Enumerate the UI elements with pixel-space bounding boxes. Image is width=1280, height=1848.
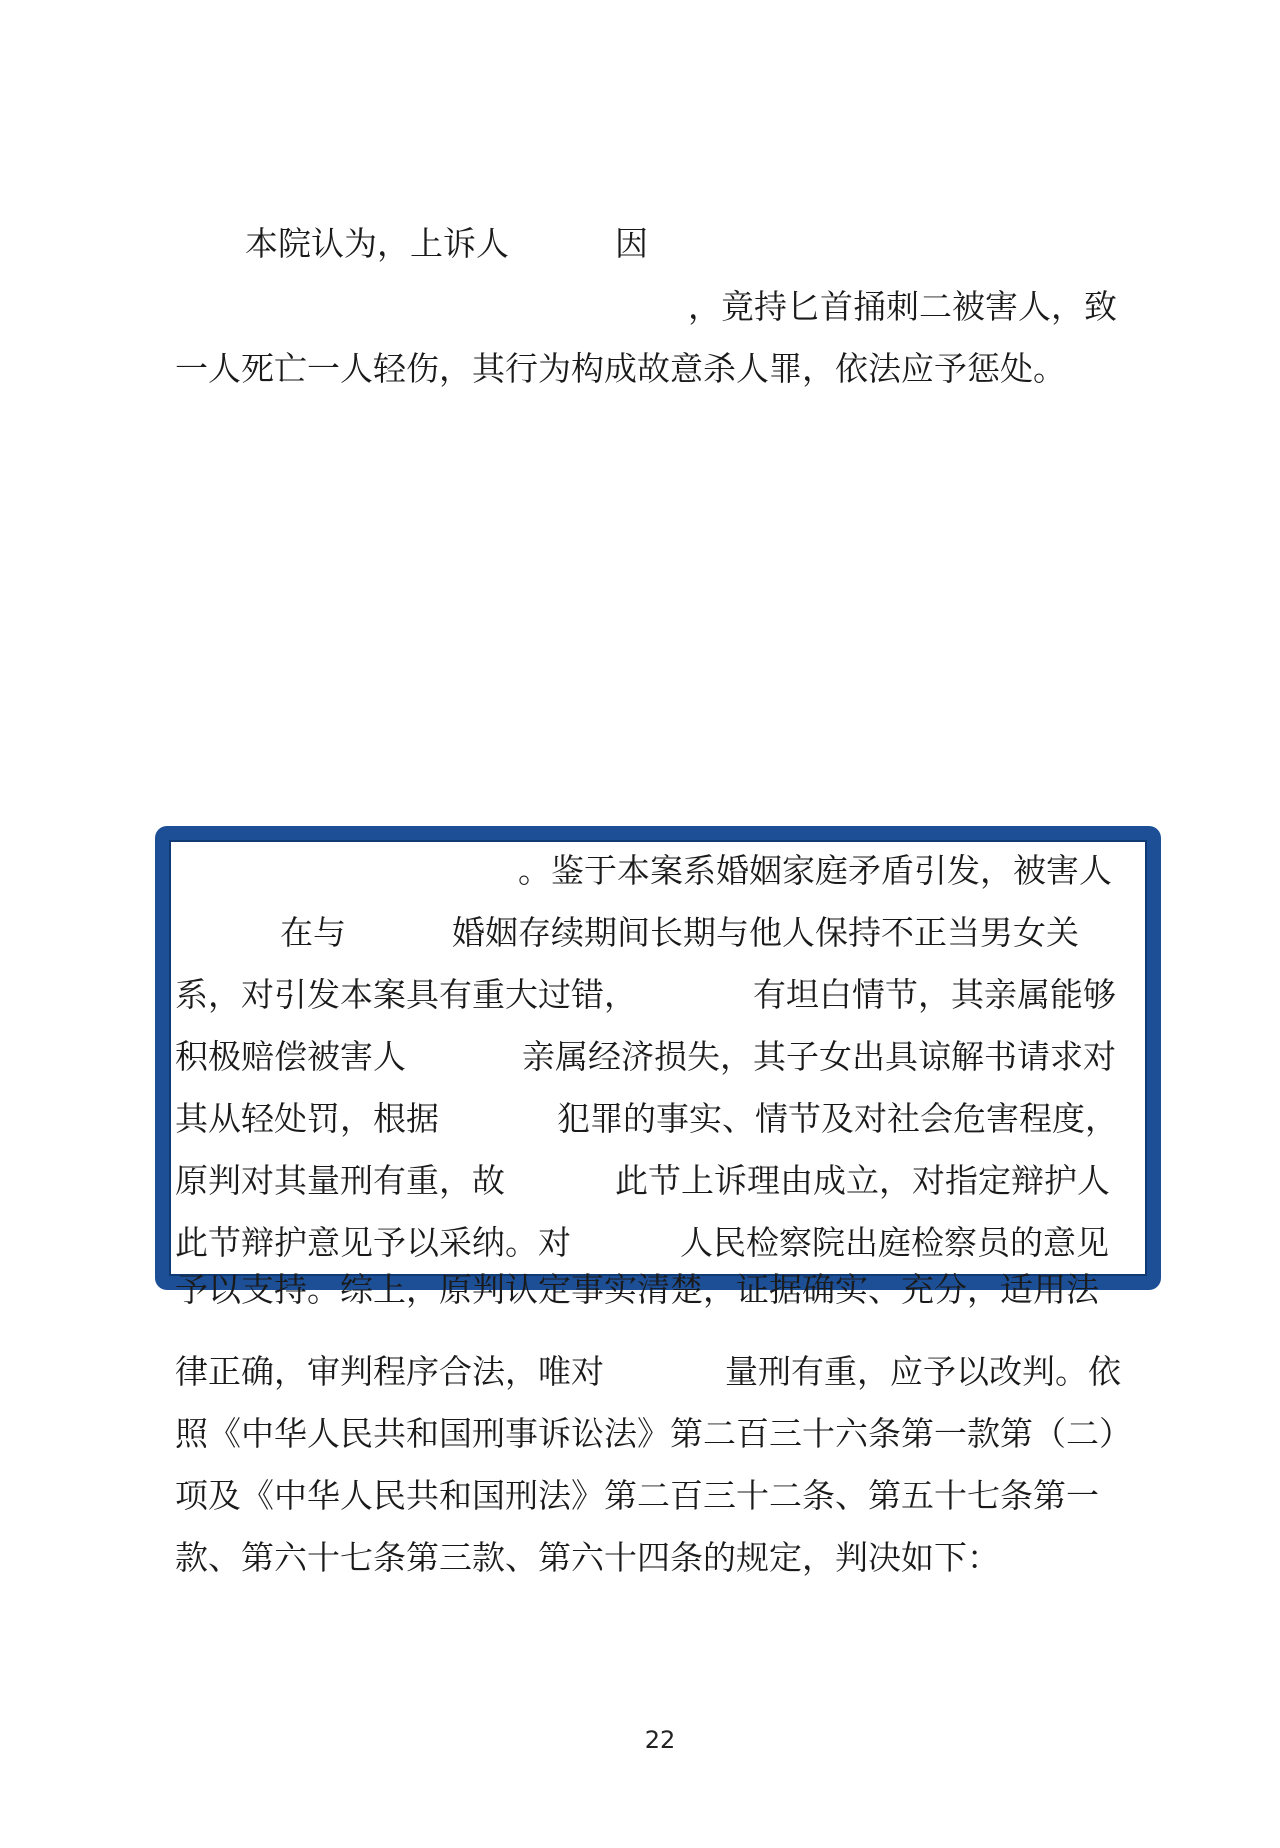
highlight-line6-text-a: 原判对其量刑有重，故 bbox=[175, 1161, 505, 1200]
highlight-line4-text-b: 亲属经济损失，其子女出具谅解书请求对 bbox=[522, 1037, 1116, 1076]
paragraph2-line2-text-b: 量刑有重，应予以改判。依 bbox=[725, 1352, 1121, 1391]
paragraph1-line1 bbox=[245, 224, 1145, 264]
paragraph2-line4: 项及《中华人民共和国刑法》第二百三十二条、第五十七条第一 bbox=[175, 1476, 1099, 1515]
highlight-line5-text-b: 犯罪的事实、情节及对社会危害程度， bbox=[557, 1099, 1118, 1138]
highlight-line4-text-a: 积极赔偿被害人 bbox=[175, 1037, 406, 1076]
paragraph2-line2-text-a: 律正确，审判程序合法，唯对 bbox=[175, 1352, 604, 1391]
highlight-line7-text-b: 人民检察院出庭检察员的意见 bbox=[680, 1223, 1109, 1262]
paragraph2-line3: 照《中华人民共和国刑事诉讼法》第二百三十六条第一款第（二） bbox=[175, 1414, 1132, 1453]
paragraph1-line1-text-b: 因 bbox=[615, 224, 648, 263]
highlight-line2-text-b: 婚姻存续期间长期与他人保持不正当男女关 bbox=[452, 913, 1079, 952]
highlight-line3-text-b: 有坦白情节，其亲属能够 bbox=[753, 975, 1116, 1014]
highlight-line7-text-a: 此节辩护意见予以采纳。对 bbox=[175, 1223, 571, 1262]
page-number: 22 bbox=[644, 1726, 676, 1754]
paragraph1-line2: ，竟持匕首捅刺二被害人，致 bbox=[688, 287, 1117, 326]
highlight-line4 bbox=[175, 1037, 1150, 1077]
highlight-line6 bbox=[175, 1161, 1150, 1201]
paragraph2-line2 bbox=[175, 1352, 1150, 1392]
paragraph1-line3: 一人死亡一人轻伤，其行为构成故意杀人罪，依法应予惩处。 bbox=[175, 349, 1066, 388]
highlight-line3 bbox=[175, 975, 1150, 1015]
highlight-line5 bbox=[175, 1099, 1150, 1139]
highlight-line2 bbox=[280, 913, 1150, 953]
paragraph2-line5: 款、第六十七条第三款、第六十四条的规定，判决如下： bbox=[175, 1538, 1000, 1577]
highlight-line5-text-a: 其从轻处罚，根据 bbox=[175, 1099, 439, 1138]
paragraph2-clipped-line bbox=[175, 1270, 1145, 1312]
paragraph1-line1-text-a: 本院认为，上诉人 bbox=[245, 224, 509, 263]
paragraph2-clipped-text: 予以支持。综上，原判认定事实清楚，证据确实、充分，适用法 bbox=[175, 1270, 1099, 1309]
highlight-line1: 。鉴于本案系婚姻家庭矛盾引发，被害人 bbox=[518, 851, 1112, 890]
highlight-line3-text-a: 系，对引发本案具有重大过错， bbox=[175, 975, 637, 1014]
highlight-line7 bbox=[175, 1223, 1150, 1263]
highlight-line2-text-a: 在与 bbox=[280, 913, 346, 952]
highlight-line6-text-b: 此节上诉理由成立，对指定辩护人 bbox=[615, 1161, 1110, 1200]
